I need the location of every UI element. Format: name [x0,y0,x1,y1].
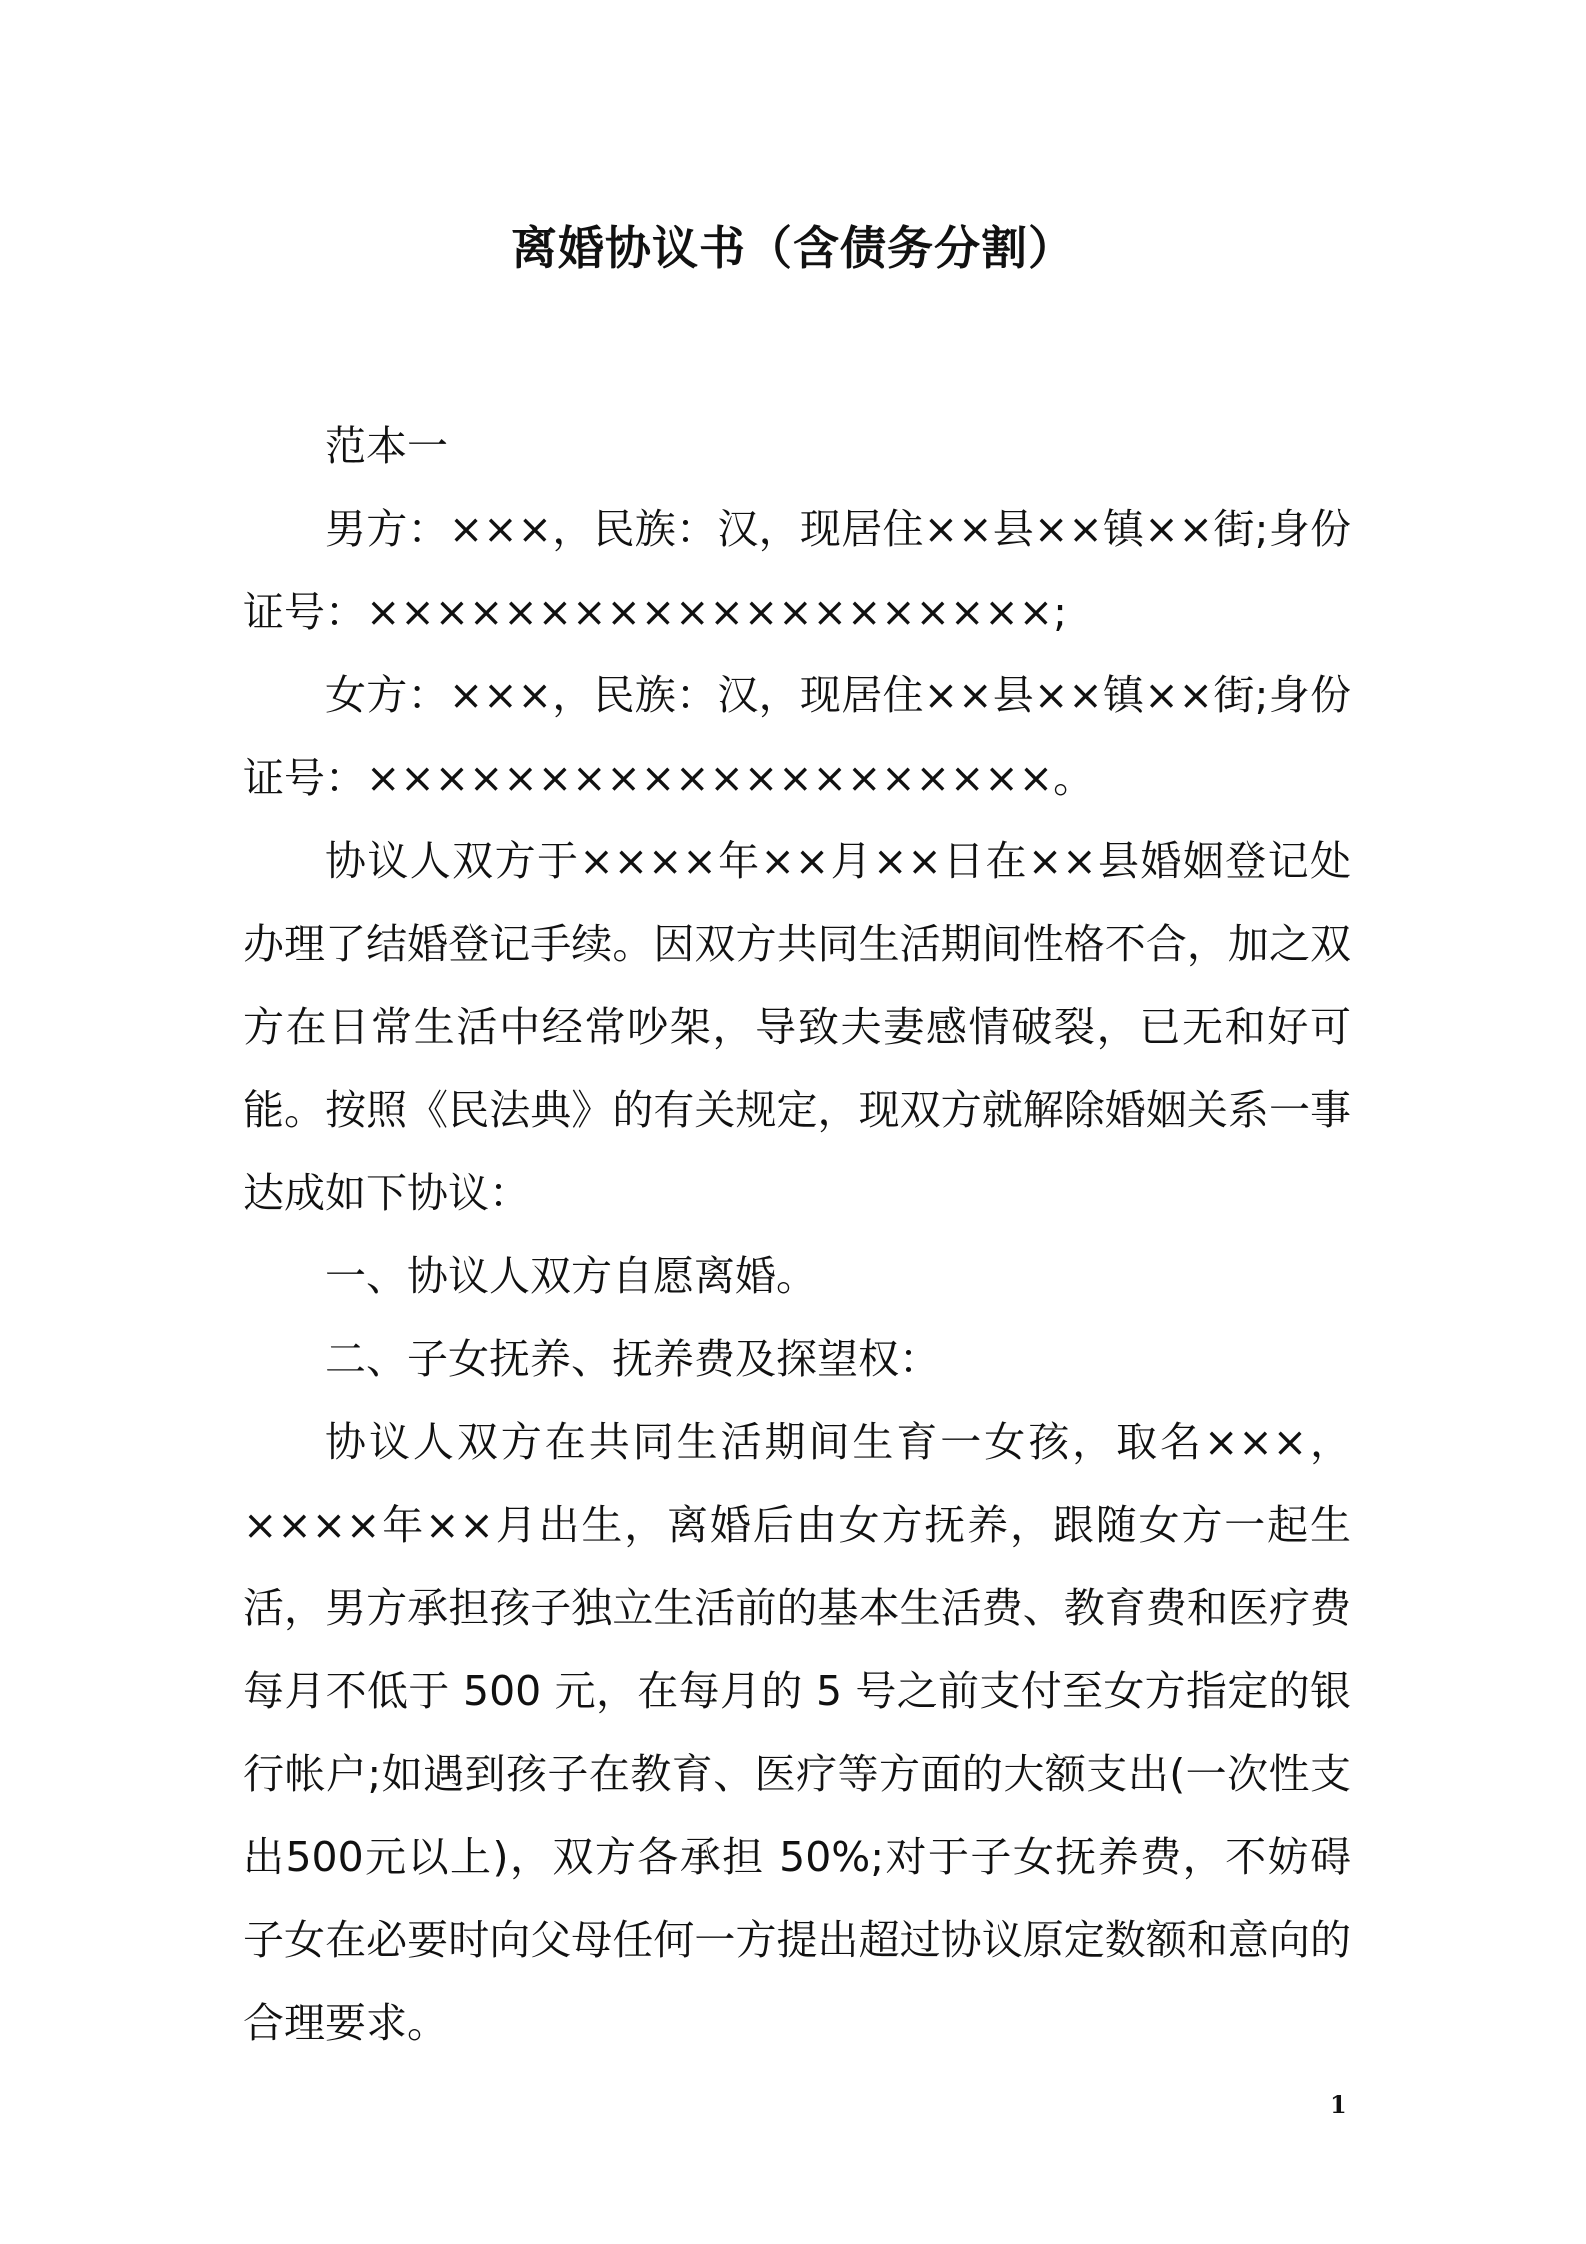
document-body [243,405,1351,2065]
document-title: 离婚协议书（含债务分割） [511,221,1075,275]
paragraph-marriage-background: 协议人双方于××××年××月××日在××县婚姻登记处办理了结婚登记手续。因双方共同生活期间性格不合，加之双方在日常生活中经常吵架，导致夫妻感情破裂，已无和好可能。按照《民法典》的有关规定，现双方就解除婚姻关系一事达成如下协议： [243,837,1351,1217]
paragraph-clause-2-heading: 二、子女抚养、抚养费及探望权： [325,1335,940,1383]
paragraph-template-label: 范本一 [325,422,448,470]
page-number: 1 [1330,2090,1347,2119]
paragraph-child-support: 协议人双方在共同生活期间生育一女孩，取名×××，××××年××月出生，离婚后由女方抚养，跟随女方一起生活，男方承担孩子独立生活前的基本生活费、教育费和医疗费每月不低于 500 元，在每月的 5 号之前支付至女方指定的银行帐户;如遇到孩子在教育、医疗等方面的大额支出(一次性支出500元以上)，双方各承担 50%;对于子女抚养费，不妨碍子女在必要时向父母任何一方提出超过协议原定数额和意向的合理要求。 [243,1418,1351,2047]
paragraph-clause-1: 一、协议人双方自愿离婚。 [325,1252,817,1300]
paragraph-female-party: 女方：×××，民族：汉，现居住××县××镇××街;身份证号：××××××××××××××××××××。 [243,671,1351,802]
paragraph-male-party: 男方：×××，民族：汉，现居住××县××镇××街;身份证号：××××××××××××××××××××; [243,505,1351,636]
